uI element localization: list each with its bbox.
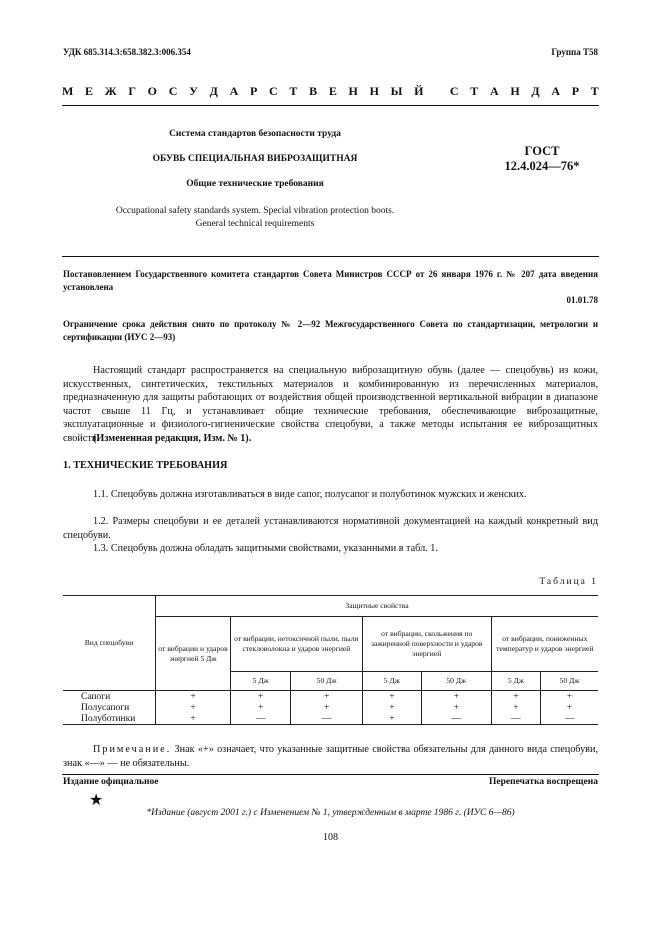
energy-5: 5 Дж	[231, 672, 291, 691]
document-title: ОБУВЬ СПЕЦИАЛЬНАЯ ВИБРОЗАЩИТНАЯ	[152, 154, 358, 164]
table-note	[63, 743, 598, 770]
banner-letter: А	[551, 84, 561, 98]
cell: +	[156, 691, 231, 703]
star-icon: ★	[89, 792, 104, 809]
official-edition: Издание официальное	[63, 777, 159, 787]
header-vib-slip: от вибрации, скольжения по зажиренной поверхности и ударов энергией	[362, 617, 491, 672]
standard-banner	[62, 84, 599, 99]
document-subtitle: Общие технические требования	[186, 179, 324, 189]
banner-letter: Й	[414, 84, 424, 98]
edition-note: *Издание (август 2001 г.) с Изменением № 1, утвержденным в марте 1986 г. (ИУС 6—86)	[146, 808, 515, 818]
col-type-header: Вид спецобуви	[63, 596, 156, 691]
banner-letter: Е	[328, 84, 337, 98]
banner-letter: Н	[510, 84, 520, 98]
banner-letter: Т	[590, 84, 599, 98]
row-name: Полуботинки	[63, 713, 156, 725]
cell: —	[291, 713, 362, 725]
header-vib-5: от вибрации и ударов энергией 5 Дж	[156, 617, 231, 691]
banner-letter: Т	[289, 84, 298, 98]
banner-letter: А	[229, 84, 239, 98]
cell: +	[362, 713, 421, 725]
energy-5: 5 Дж	[362, 672, 421, 691]
banner-letter: С	[269, 84, 278, 98]
page-number: 108	[323, 832, 338, 843]
gost-code: 12.4.024—76*	[504, 159, 580, 173]
reprint-notice: Перепечатка воспрещена	[488, 777, 598, 787]
energy-50: 50 Дж	[291, 672, 362, 691]
cell: +	[291, 702, 362, 713]
protection-table	[63, 595, 598, 725]
standards-system: Система стандартов безопасности труда	[169, 129, 341, 139]
cell: +	[421, 691, 491, 703]
clause-1-2: 1.2. Размеры спецобуви и ее деталей устанавливаются нормативной документацией на каждый конкретный вид спецобуви.	[63, 516, 598, 541]
banner-letter: Р	[571, 84, 580, 98]
header-vib-cold: от вибрации, пониженных температур и ударов энергией	[491, 617, 598, 672]
note-label: Примечание.	[93, 744, 172, 755]
energy-50: 50 Дж	[541, 672, 598, 691]
cell: +	[156, 713, 231, 725]
banner-letter: О	[147, 84, 158, 98]
cell: —	[231, 713, 291, 725]
cell: +	[491, 691, 541, 703]
english-title	[60, 205, 450, 231]
title-rule	[62, 256, 599, 257]
intro-paragraph: Настоящий стандарт распространяется на специальную виброзащитную обувь (далее — спецобувь) из кожи, искусственных, синтетических, текстильных материалов и комбинированную из перечисленных материалов, предназначенную для защиты работающих от воздействия общей производственной вертикальной вибрации в диапазоне частот свыше 11 Гц, и устанавливает общие технические требования, обеспечивающие виброзащитные, эксплуатационные и физиолого-гигиенические свойства спецобуви, а также методы испытания ее виброзащитных свойств.	[63, 365, 598, 444]
cell: +	[156, 702, 231, 713]
cell: —	[491, 713, 541, 725]
banner-letter: С	[168, 84, 178, 98]
cell: +	[541, 702, 598, 713]
banner-letter: А	[489, 84, 499, 98]
english-title-line2: General technical requirements	[195, 219, 315, 229]
cell: —	[421, 713, 491, 725]
banner-letter: Д	[209, 84, 218, 98]
energy-5: 5 Дж	[491, 672, 541, 691]
cell: +	[421, 702, 491, 713]
introduction-date: 01.01.78	[566, 295, 598, 305]
clause-1-1: 1.1. Спецобувь должна изготавливаться в виде сапог, полусапог и полуботинок мужских и женских.	[93, 489, 527, 500]
gost-label: ГОСТ	[524, 144, 560, 158]
cell: +	[231, 691, 291, 703]
row-name: Сапоги	[63, 691, 156, 703]
cell: —	[541, 713, 598, 725]
cell: +	[362, 691, 421, 703]
cell: +	[541, 691, 598, 703]
banner-letter: М	[62, 84, 74, 98]
row-name: Полусапоги	[63, 702, 156, 713]
banner-letter: Ы	[390, 84, 403, 98]
table-row	[63, 702, 598, 713]
banner-letter	[435, 84, 438, 99]
amendment-note: (Измененная редакция, Изм. № 1).	[93, 433, 252, 444]
header-vib-dust: от вибрации, нетоксичной пыли, пыли стекловолокна и ударов энергией	[231, 617, 363, 672]
table-row	[63, 691, 598, 703]
gost-number	[487, 144, 597, 174]
banner-letter: В	[309, 84, 318, 98]
banner-letter: Т	[470, 84, 479, 98]
banner-letter: Н	[348, 84, 358, 98]
col-props-header: Защитные свойства	[156, 596, 599, 617]
banner-letter: У	[189, 84, 198, 98]
clause-1-3: 1.3. Спецобувь должна обладать защитными свойствами, указанными в табл. 1.	[93, 543, 438, 554]
decree-text: Постановлением Государственного комитета стандартов Совета Министров СССР от 26 января 1976 г. № 207 дата введения установлена	[63, 269, 598, 292]
banner-rule	[62, 105, 599, 106]
table-caption: Таблица 1	[539, 577, 598, 587]
cell: +	[291, 691, 362, 703]
note-text: Знак «+» означает, что указанные защитные свойства обязательны для данного вида спецобуви, знак «—» — не обязательны.	[63, 744, 598, 769]
banner-letter: Д	[531, 84, 540, 98]
table-row	[63, 713, 598, 725]
cell: +	[491, 702, 541, 713]
cell: +	[231, 702, 291, 713]
section-title: 1. ТЕХНИЧЕСКИЕ ТРЕБОВАНИЯ	[63, 460, 228, 471]
footer-rule	[62, 774, 599, 775]
banner-letter: С	[449, 84, 459, 98]
banner-letter: Р	[249, 84, 258, 98]
udk-code: УДК 685.314.3:658.382.3:006.354	[63, 47, 191, 57]
group-code: Группа Т58	[551, 47, 598, 57]
english-title-line1: Occupational safety standards system. Special vibration protection boots.	[115, 206, 395, 216]
banner-letter: Н	[369, 84, 379, 98]
banner-letter: Е	[85, 84, 94, 98]
energy-50: 50 Дж	[421, 672, 491, 691]
banner-letter: Ж	[104, 84, 117, 98]
limit-text: Ограничение срока действия снято по протоколу № 2—92 Межгосударственного Совета по стандартизации, метрологии и сертификации (ИУС 2—93)	[63, 319, 598, 342]
cell: +	[362, 702, 421, 713]
banner-letter: Г	[128, 84, 136, 98]
